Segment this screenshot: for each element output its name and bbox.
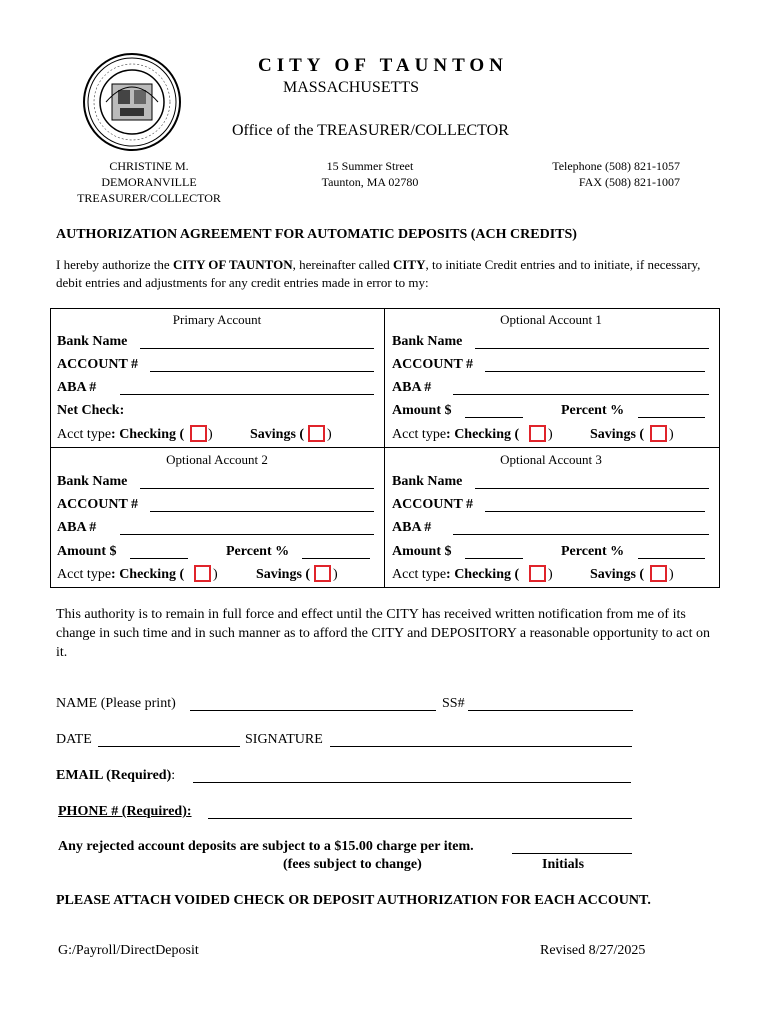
opt2-checking-checkbox[interactable] bbox=[194, 565, 211, 582]
close-paren: ) bbox=[548, 567, 553, 582]
opt2-percent-label: Percent % bbox=[226, 544, 290, 559]
address-street: 15 Summer Street bbox=[326, 159, 414, 173]
initials-label: Initials bbox=[542, 857, 585, 872]
opt2-account-label: ACCOUNT # bbox=[57, 497, 139, 512]
checking-label: : Checking ( bbox=[446, 567, 520, 582]
city-title: CITY OF TAUNTON bbox=[258, 55, 508, 76]
table-divider bbox=[50, 447, 720, 448]
city-seal-image bbox=[82, 52, 182, 152]
opt2-aba-field[interactable] bbox=[120, 522, 374, 535]
opt3-checking-checkbox[interactable] bbox=[529, 565, 546, 582]
opt1-savings-checkbox[interactable] bbox=[650, 425, 667, 442]
table-divider bbox=[384, 308, 385, 588]
optional-account-3-title: Optional Account 3 bbox=[500, 452, 602, 467]
primary-bank-name-field[interactable] bbox=[140, 336, 374, 349]
email-field[interactable] bbox=[193, 770, 631, 783]
opt3-aba-field[interactable] bbox=[453, 522, 709, 535]
opt1-account-label: ACCOUNT # bbox=[392, 357, 474, 372]
primary-account-title: Primary Account bbox=[172, 312, 262, 327]
opt1-percent-field[interactable] bbox=[638, 405, 705, 418]
opt1-percent-label: Percent % bbox=[561, 403, 625, 418]
opt1-bank-name-field[interactable] bbox=[475, 336, 709, 349]
primary-checking-checkbox[interactable] bbox=[190, 425, 207, 442]
intro-text bbox=[56, 256, 706, 292]
form-title: AUTHORIZATION AGREEMENT FOR AUTOMATIC DEPOSITS (ACH CREDITS) bbox=[56, 227, 577, 242]
opt3-aba-label: ABA # bbox=[392, 520, 432, 535]
treasurer-name: CHRISTINE M. DEMORANVILLE bbox=[101, 159, 197, 189]
optional-account-1-title: Optional Account 1 bbox=[500, 312, 602, 327]
signature-field[interactable] bbox=[330, 734, 632, 747]
intro-city-short: CITY bbox=[392, 257, 426, 272]
primary-bank-name-label: Bank Name bbox=[57, 334, 128, 349]
name-field[interactable] bbox=[190, 698, 436, 711]
intro-part: , to initiate Credit entries and to initiate, if necessary, debit entries and adjustments for any credit entries made in error to my: bbox=[56, 257, 701, 290]
opt2-aba-label: ABA # bbox=[57, 520, 97, 535]
opt1-acct-type bbox=[392, 427, 519, 443]
primary-savings-label: Savings ( bbox=[250, 427, 305, 442]
opt2-savings-label: Savings ( bbox=[256, 567, 311, 582]
intro-part: I hereby authorize the bbox=[56, 257, 173, 272]
opt2-percent-field[interactable] bbox=[302, 546, 370, 559]
acct-type-label: Acct type bbox=[392, 427, 447, 442]
fee-note: (fees subject to change) bbox=[283, 857, 422, 872]
opt1-amount-field[interactable] bbox=[465, 405, 523, 418]
opt2-bank-name-field[interactable] bbox=[140, 476, 374, 489]
close-paren: ) bbox=[208, 427, 213, 442]
optional-account-2-title: Optional Account 2 bbox=[166, 452, 268, 467]
opt1-amount-label: Amount $ bbox=[392, 403, 452, 418]
email-label-row bbox=[56, 768, 175, 784]
opt3-percent-field[interactable] bbox=[638, 546, 705, 559]
intro-part: , hereinafter called bbox=[292, 257, 393, 272]
primary-account-field[interactable] bbox=[150, 359, 374, 372]
footer-path: G:/Payroll/DirectDeposit bbox=[58, 943, 199, 958]
ss-field[interactable] bbox=[468, 698, 633, 711]
ss-label: SS# bbox=[442, 696, 465, 711]
close-paren: ) bbox=[327, 427, 332, 442]
treasurer-role: TREASURER/COLLECTOR bbox=[77, 191, 221, 205]
opt2-acct-type bbox=[57, 567, 184, 583]
fax: FAX (508) 821-1007 bbox=[578, 175, 680, 189]
close-paren: ) bbox=[548, 427, 553, 442]
phone-label: PHONE # (Required) bbox=[58, 804, 187, 819]
opt1-savings-label: Savings ( bbox=[590, 427, 645, 442]
opt3-amount-label: Amount $ bbox=[392, 544, 452, 559]
close-paren: ) bbox=[669, 427, 674, 442]
opt3-bank-name-field[interactable] bbox=[475, 476, 709, 489]
checking-label: : Checking ( bbox=[111, 567, 185, 582]
phone-label-row bbox=[58, 804, 192, 820]
opt3-savings-checkbox[interactable] bbox=[650, 565, 667, 582]
email-label: EMAIL (Required) bbox=[56, 768, 172, 783]
footer-revised: Revised 8/27/2025 bbox=[540, 943, 646, 958]
attach-notice: PLEASE ATTACH VOIDED CHECK OR DEPOSIT AUTHORIZATION FOR EACH ACCOUNT. bbox=[56, 893, 651, 908]
address-block bbox=[310, 158, 430, 190]
opt3-acct-type bbox=[392, 567, 519, 583]
close-paren: ) bbox=[333, 567, 338, 582]
primary-acct-type bbox=[57, 427, 184, 443]
net-check-label: Net Check: bbox=[57, 403, 125, 418]
close-paren: ) bbox=[669, 567, 674, 582]
opt2-amount-field[interactable] bbox=[130, 546, 188, 559]
address-city: Taunton, MA 02780 bbox=[321, 175, 419, 189]
opt1-aba-field[interactable] bbox=[453, 382, 709, 395]
acct-type-label: Acct type bbox=[392, 567, 447, 582]
opt1-bank-name-label: Bank Name bbox=[392, 334, 463, 349]
checking-label: : Checking ( bbox=[111, 427, 185, 442]
opt1-account-field[interactable] bbox=[485, 359, 705, 372]
date-label: DATE bbox=[56, 732, 92, 747]
terms-paragraph: This authority is to remain in full force and effect until the CITY has received written notification from me of its change in such time and in such manner as to afford the CITY and DEPOSITORY a reasonable opportunity to act on it. bbox=[56, 607, 710, 660]
phone-field[interactable] bbox=[208, 806, 632, 819]
date-field[interactable] bbox=[98, 734, 240, 747]
telephone: Telephone (508) 821-1057 bbox=[552, 159, 680, 173]
contact-block bbox=[520, 158, 680, 190]
treasurer-block bbox=[64, 158, 234, 206]
primary-savings-checkbox[interactable] bbox=[308, 425, 325, 442]
checking-label: : Checking ( bbox=[446, 427, 520, 442]
initials-field[interactable] bbox=[512, 841, 632, 854]
signature-label: SIGNATURE bbox=[245, 732, 323, 747]
opt3-savings-label: Savings ( bbox=[590, 567, 645, 582]
opt3-bank-name-label: Bank Name bbox=[392, 474, 463, 489]
name-label: NAME (Please print) bbox=[56, 696, 176, 711]
primary-aba-label: ABA # bbox=[57, 380, 97, 395]
opt3-account-label: ACCOUNT # bbox=[392, 497, 474, 512]
intro-city: CITY OF TAUNTON bbox=[172, 257, 293, 272]
opt3-percent-label: Percent % bbox=[561, 544, 625, 559]
opt3-account-field[interactable] bbox=[485, 499, 705, 512]
acct-type-label: Acct type bbox=[57, 427, 112, 442]
opt2-amount-label: Amount $ bbox=[57, 544, 117, 559]
colon: : bbox=[171, 768, 176, 783]
opt2-bank-name-label: Bank Name bbox=[57, 474, 128, 489]
office-title: Office of the TREASURER/COLLECTOR bbox=[232, 122, 509, 139]
opt1-checking-checkbox[interactable] bbox=[529, 425, 546, 442]
close-paren: ) bbox=[213, 567, 218, 582]
opt2-account-field[interactable] bbox=[150, 499, 374, 512]
opt2-savings-checkbox[interactable] bbox=[314, 565, 331, 582]
opt1-aba-label: ABA # bbox=[392, 380, 432, 395]
colon: : bbox=[186, 804, 192, 819]
primary-aba-field[interactable] bbox=[120, 382, 374, 395]
acct-type-label: Acct type bbox=[57, 567, 112, 582]
primary-account-label: ACCOUNT # bbox=[57, 357, 139, 372]
fee-text: Any rejected account deposits are subject to a $15.00 charge per item. bbox=[58, 839, 474, 854]
state-title: MASSACHUSETTS bbox=[283, 79, 420, 96]
opt3-amount-field[interactable] bbox=[465, 546, 523, 559]
